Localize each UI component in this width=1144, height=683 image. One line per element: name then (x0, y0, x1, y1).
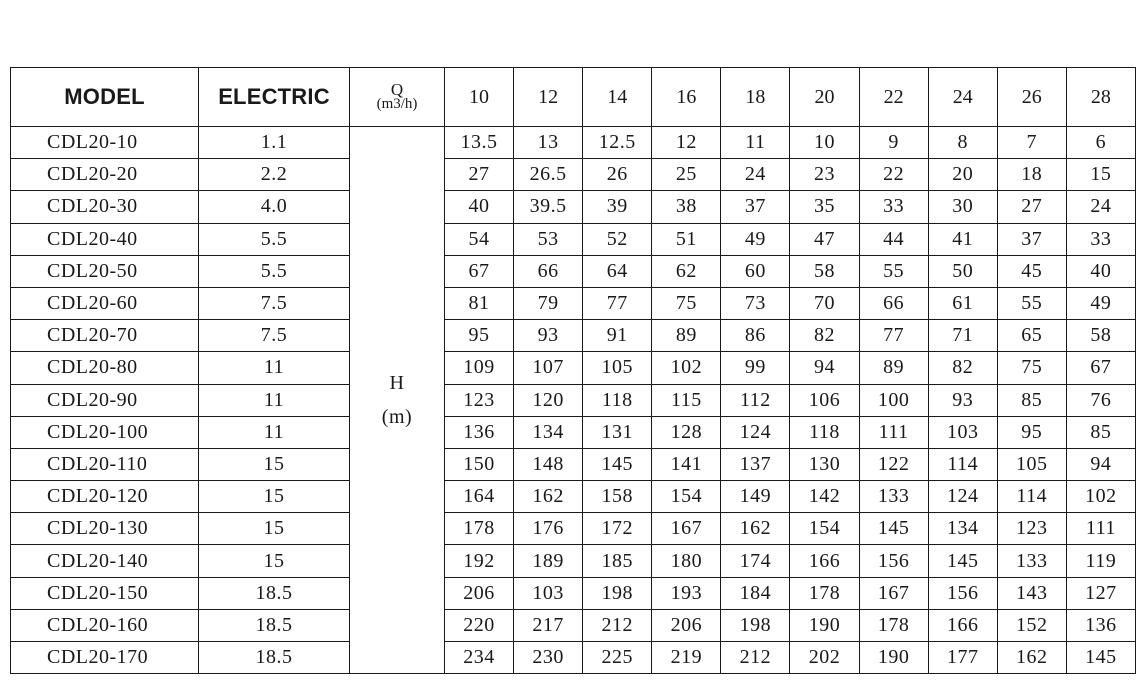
performance-table (10, 67, 1136, 674)
head-value-cell: 51 (652, 223, 721, 255)
head-value-cell: 40 (445, 191, 514, 223)
head-value-cell: 212 (721, 642, 790, 674)
head-value-cell: 58 (1066, 320, 1135, 352)
model-cell: CDL20-90 (11, 384, 199, 416)
head-value-cell: 118 (583, 384, 652, 416)
head-value-cell: 89 (859, 352, 928, 384)
head-value-cell: 10 (790, 127, 859, 159)
head-value-cell: 145 (859, 513, 928, 545)
model-cell: CDL20-40 (11, 223, 199, 255)
head-value-cell: 124 (928, 481, 997, 513)
flow-column-header: 20 (790, 68, 859, 127)
head-value-cell: 76 (1066, 384, 1135, 416)
head-value-cell: 154 (652, 481, 721, 513)
head-value-cell: 133 (997, 545, 1066, 577)
head-value-cell: 66 (859, 287, 928, 319)
head-value-cell: 123 (445, 384, 514, 416)
electric-cell: 18.5 (199, 642, 350, 674)
head-value-cell: 150 (445, 448, 514, 480)
head-value-cell: 145 (1066, 642, 1135, 674)
head-value-cell: 174 (721, 545, 790, 577)
model-cell: CDL20-110 (11, 448, 199, 480)
head-symbol: H (389, 372, 405, 395)
head-value-cell: 20 (928, 159, 997, 191)
head-value-cell: 162 (997, 642, 1066, 674)
head-value-cell: 7 (997, 127, 1066, 159)
head-value-cell: 53 (514, 223, 583, 255)
table-row (11, 642, 1136, 674)
head-value-cell: 35 (790, 191, 859, 223)
flow-column-header: 12 (514, 68, 583, 127)
head-unit: (m) (381, 406, 413, 429)
head-value-cell: 156 (928, 577, 997, 609)
table-row (11, 513, 1136, 545)
head-value-cell: 217 (514, 609, 583, 641)
head-value-cell: 177 (928, 642, 997, 674)
head-value-cell: 166 (790, 545, 859, 577)
head-value-cell: 120 (514, 384, 583, 416)
head-value-cell: 99 (721, 352, 790, 384)
head-value-cell: 93 (928, 384, 997, 416)
head-value-cell: 114 (997, 481, 1066, 513)
head-value-cell: 185 (583, 545, 652, 577)
electric-cell: 11 (199, 352, 350, 384)
head-value-cell: 37 (721, 191, 790, 223)
model-cell: CDL20-160 (11, 609, 199, 641)
table-row (11, 255, 1136, 287)
head-value-cell: 184 (721, 577, 790, 609)
head-value-cell: 71 (928, 320, 997, 352)
head-value-cell: 49 (721, 223, 790, 255)
head-value-cell: 15 (1066, 159, 1135, 191)
head-value-cell: 124 (721, 416, 790, 448)
head-value-cell: 102 (1066, 481, 1135, 513)
head-value-cell: 26.5 (514, 159, 583, 191)
model-cell: CDL20-140 (11, 545, 199, 577)
head-value-cell: 82 (928, 352, 997, 384)
header-row (11, 68, 1136, 127)
head-value-cell: 58 (790, 255, 859, 287)
head-value-cell: 206 (445, 577, 514, 609)
head-value-cell: 77 (583, 287, 652, 319)
head-value-cell: 44 (859, 223, 928, 255)
electric-cell: 1.1 (199, 127, 350, 159)
head-value-cell: 219 (652, 642, 721, 674)
head-value-cell: 105 (583, 352, 652, 384)
electric-cell: 15 (199, 448, 350, 480)
model-cell: CDL20-50 (11, 255, 199, 287)
model-column-header: MODEL (11, 68, 199, 127)
head-value-cell: 12 (652, 127, 721, 159)
head-value-cell: 127 (1066, 577, 1135, 609)
flow-column-header: 16 (652, 68, 721, 127)
head-value-cell: 149 (721, 481, 790, 513)
model-cell: CDL20-60 (11, 287, 199, 319)
head-value-cell: 66 (514, 255, 583, 287)
table-row (11, 352, 1136, 384)
head-value-cell: 54 (445, 223, 514, 255)
head-value-cell: 145 (928, 545, 997, 577)
head-value-cell: 137 (721, 448, 790, 480)
head-value-cell: 82 (790, 320, 859, 352)
head-value-cell: 162 (514, 481, 583, 513)
flow-column-header: 10 (445, 68, 514, 127)
head-value-cell: 141 (652, 448, 721, 480)
table-row (11, 609, 1136, 641)
electric-cell: 2.2 (199, 159, 350, 191)
head-value-cell: 27 (445, 159, 514, 191)
table-row (11, 191, 1136, 223)
electric-cell: 11 (199, 384, 350, 416)
head-value-cell: 79 (514, 287, 583, 319)
head-value-cell: 11 (721, 127, 790, 159)
head-value-cell: 202 (790, 642, 859, 674)
head-value-cell: 95 (997, 416, 1066, 448)
head-value-cell: 67 (445, 255, 514, 287)
table-row (11, 481, 1136, 513)
head-value-cell: 95 (445, 320, 514, 352)
head-value-cell: 23 (790, 159, 859, 191)
table-row (11, 416, 1136, 448)
head-value-cell: 40 (1066, 255, 1135, 287)
head-value-cell: 111 (859, 416, 928, 448)
head-value-cell: 102 (652, 352, 721, 384)
head-value-cell: 133 (859, 481, 928, 513)
head-value-cell: 145 (583, 448, 652, 480)
head-value-cell: 178 (445, 513, 514, 545)
flow-rate-unit: (m3/h) (376, 96, 418, 112)
electric-cell: 7.5 (199, 287, 350, 319)
head-value-cell: 190 (790, 609, 859, 641)
head-value-cell: 189 (514, 545, 583, 577)
flow-rate-header (350, 68, 445, 127)
model-cell: CDL20-10 (11, 127, 199, 159)
head-value-cell: 24 (1066, 191, 1135, 223)
electric-cell: 18.5 (199, 609, 350, 641)
head-value-cell: 156 (859, 545, 928, 577)
head-value-cell: 55 (997, 287, 1066, 319)
head-value-cell: 103 (514, 577, 583, 609)
head-value-cell: 152 (997, 609, 1066, 641)
head-value-cell: 220 (445, 609, 514, 641)
head-value-cell: 190 (859, 642, 928, 674)
head-value-cell: 119 (1066, 545, 1135, 577)
table-row (11, 159, 1136, 191)
flow-column-header: 18 (721, 68, 790, 127)
head-value-cell: 81 (445, 287, 514, 319)
electric-cell: 4.0 (199, 191, 350, 223)
head-value-cell: 143 (997, 577, 1066, 609)
head-value-cell: 176 (514, 513, 583, 545)
head-value-cell: 131 (583, 416, 652, 448)
head-value-cell: 30 (928, 191, 997, 223)
head-value-cell: 192 (445, 545, 514, 577)
electric-cell: 15 (199, 513, 350, 545)
head-value-cell: 212 (583, 609, 652, 641)
model-cell: CDL20-100 (11, 416, 199, 448)
head-value-cell: 134 (928, 513, 997, 545)
head-value-cell: 6 (1066, 127, 1135, 159)
head-value-cell: 8 (928, 127, 997, 159)
head-value-cell: 49 (1066, 287, 1135, 319)
flow-column-header: 22 (859, 68, 928, 127)
electric-column-header: ELECTRIC (199, 68, 350, 127)
table-row (11, 320, 1136, 352)
head-value-cell: 38 (652, 191, 721, 223)
head-value-cell: 52 (583, 223, 652, 255)
head-value-cell: 130 (790, 448, 859, 480)
head-value-cell: 62 (652, 255, 721, 287)
head-value-cell: 9 (859, 127, 928, 159)
head-value-cell: 148 (514, 448, 583, 480)
model-cell: CDL20-170 (11, 642, 199, 674)
head-value-cell: 162 (721, 513, 790, 545)
electric-cell: 11 (199, 416, 350, 448)
flow-column-header: 26 (997, 68, 1066, 127)
head-value-cell: 123 (997, 513, 1066, 545)
head-value-cell: 115 (652, 384, 721, 416)
head-value-cell: 37 (997, 223, 1066, 255)
head-value-cell: 154 (790, 513, 859, 545)
head-value-cell: 167 (859, 577, 928, 609)
head-value-cell: 112 (721, 384, 790, 416)
head-value-cell: 89 (652, 320, 721, 352)
head-value-cell: 158 (583, 481, 652, 513)
head-value-cell: 142 (790, 481, 859, 513)
model-cell: CDL20-80 (11, 352, 199, 384)
electric-cell: 15 (199, 545, 350, 577)
head-value-cell: 103 (928, 416, 997, 448)
flow-column-header: 14 (583, 68, 652, 127)
flow-column-header: 24 (928, 68, 997, 127)
head-value-cell: 55 (859, 255, 928, 287)
head-value-cell: 26 (583, 159, 652, 191)
head-value-cell: 180 (652, 545, 721, 577)
flow-rate-symbol: Q (390, 80, 404, 99)
head-value-cell: 64 (583, 255, 652, 287)
head-value-cell: 67 (1066, 352, 1135, 384)
head-value-cell: 109 (445, 352, 514, 384)
head-value-cell: 39 (583, 191, 652, 223)
electric-cell: 5.5 (199, 223, 350, 255)
table-row (11, 545, 1136, 577)
head-value-cell: 136 (445, 416, 514, 448)
head-value-cell: 13 (514, 127, 583, 159)
model-cell: CDL20-30 (11, 191, 199, 223)
head-value-cell: 25 (652, 159, 721, 191)
head-value-cell: 50 (928, 255, 997, 287)
performance-table-container (10, 67, 1136, 674)
head-value-cell: 198 (583, 577, 652, 609)
head-value-cell: 167 (652, 513, 721, 545)
table-row (11, 223, 1136, 255)
model-cell: CDL20-130 (11, 513, 199, 545)
head-value-cell: 164 (445, 481, 514, 513)
head-value-cell: 33 (859, 191, 928, 223)
head-label-cell (350, 127, 445, 674)
head-value-cell: 230 (514, 642, 583, 674)
head-value-cell: 134 (514, 416, 583, 448)
head-value-cell: 24 (721, 159, 790, 191)
head-value-cell: 91 (583, 320, 652, 352)
model-cell: CDL20-120 (11, 481, 199, 513)
head-value-cell: 178 (790, 577, 859, 609)
head-value-cell: 85 (1066, 416, 1135, 448)
head-value-cell: 193 (652, 577, 721, 609)
electric-cell: 18.5 (199, 577, 350, 609)
electric-cell: 7.5 (199, 320, 350, 352)
head-value-cell: 39.5 (514, 191, 583, 223)
head-value-cell: 100 (859, 384, 928, 416)
head-value-cell: 45 (997, 255, 1066, 287)
table-body (11, 127, 1136, 674)
head-value-cell: 94 (1066, 448, 1135, 480)
head-value-cell: 41 (928, 223, 997, 255)
head-value-cell: 12.5 (583, 127, 652, 159)
electric-cell: 5.5 (199, 255, 350, 287)
head-value-cell: 60 (721, 255, 790, 287)
head-value-cell: 198 (721, 609, 790, 641)
head-value-cell: 86 (721, 320, 790, 352)
table-row (11, 127, 1136, 159)
table-row (11, 384, 1136, 416)
model-cell: CDL20-150 (11, 577, 199, 609)
table-row (11, 287, 1136, 319)
head-value-cell: 122 (859, 448, 928, 480)
head-value-cell: 70 (790, 287, 859, 319)
head-value-cell: 18 (997, 159, 1066, 191)
head-value-cell: 178 (859, 609, 928, 641)
head-value-cell: 47 (790, 223, 859, 255)
head-value-cell: 27 (997, 191, 1066, 223)
head-value-cell: 75 (652, 287, 721, 319)
head-value-cell: 234 (445, 642, 514, 674)
head-value-cell: 73 (721, 287, 790, 319)
model-cell: CDL20-70 (11, 320, 199, 352)
flow-column-header: 28 (1066, 68, 1135, 127)
head-value-cell: 172 (583, 513, 652, 545)
head-value-cell: 107 (514, 352, 583, 384)
table-row (11, 577, 1136, 609)
head-value-cell: 85 (997, 384, 1066, 416)
head-value-cell: 206 (652, 609, 721, 641)
table-row (11, 448, 1136, 480)
head-value-cell: 114 (928, 448, 997, 480)
head-value-cell: 77 (859, 320, 928, 352)
model-cell: CDL20-20 (11, 159, 199, 191)
head-value-cell: 75 (997, 352, 1066, 384)
head-value-cell: 65 (997, 320, 1066, 352)
head-value-cell: 61 (928, 287, 997, 319)
head-value-cell: 106 (790, 384, 859, 416)
head-value-cell: 94 (790, 352, 859, 384)
head-value-cell: 136 (1066, 609, 1135, 641)
head-value-cell: 93 (514, 320, 583, 352)
head-value-cell: 118 (790, 416, 859, 448)
head-value-cell: 225 (583, 642, 652, 674)
head-value-cell: 105 (997, 448, 1066, 480)
head-value-cell: 33 (1066, 223, 1135, 255)
head-value-cell: 166 (928, 609, 997, 641)
electric-cell: 15 (199, 481, 350, 513)
head-value-cell: 22 (859, 159, 928, 191)
head-value-cell: 13.5 (445, 127, 514, 159)
head-value-cell: 111 (1066, 513, 1135, 545)
head-value-cell: 128 (652, 416, 721, 448)
